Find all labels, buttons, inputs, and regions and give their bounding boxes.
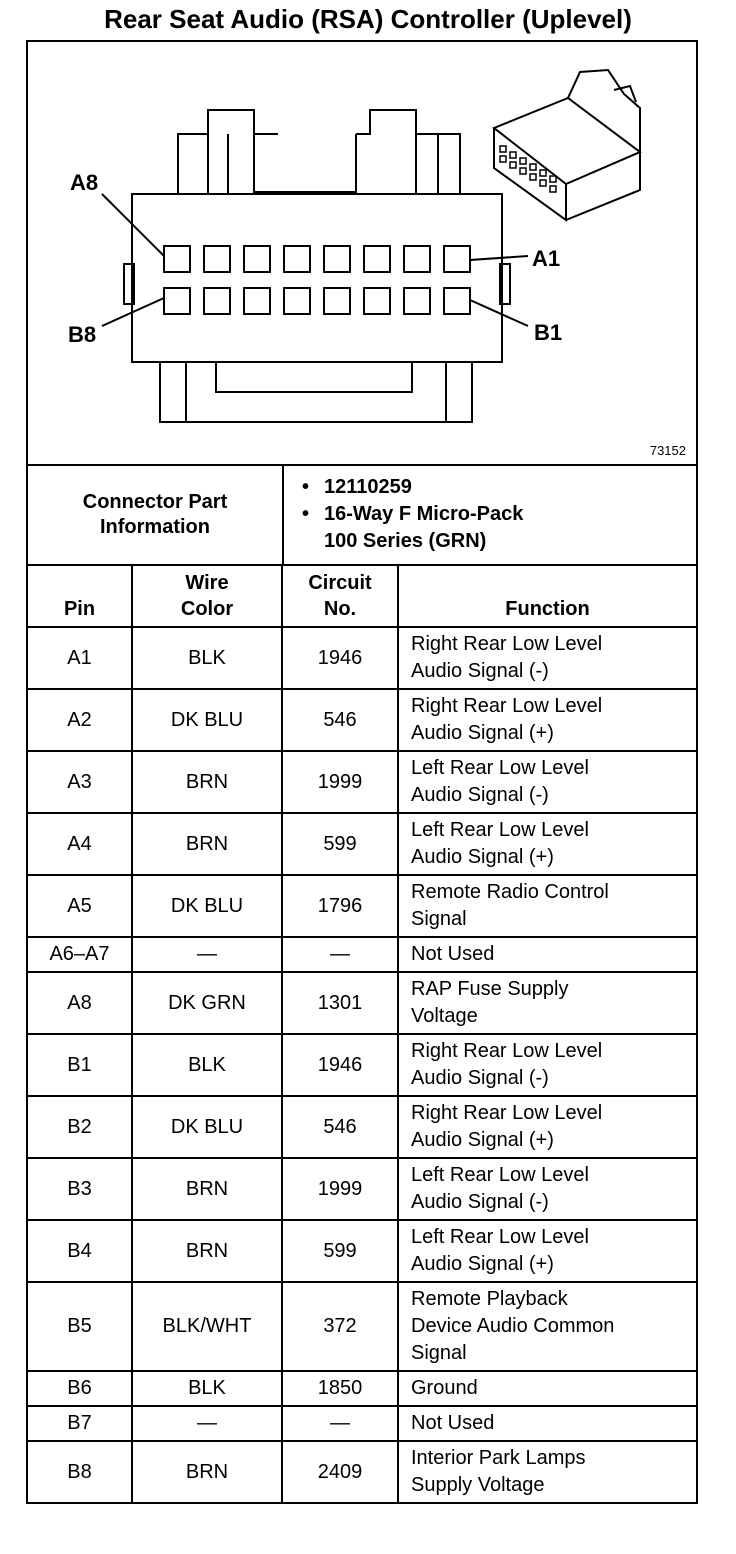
circuit-cell: 599 [282,813,398,875]
function-line: Audio Signal (-) [411,660,549,682]
wire-color-cell: DK BLU [132,1096,282,1158]
table-row [28,1441,696,1502]
function-line: Signal [411,908,467,930]
table-row [28,689,696,751]
connector-part-info [28,466,696,566]
circuit-cell: 1301 [282,972,398,1034]
pin-cell: B7 [28,1406,132,1441]
function-cell [398,972,696,1034]
connector-3d-illustration [494,70,640,220]
table-row [28,1220,696,1282]
circuit-cell: — [282,1406,398,1441]
figure-number: 73152 [649,443,686,458]
table-row [28,1158,696,1220]
header-function: Function [398,566,696,627]
function-cell [398,627,696,689]
function-line: Device Audio Common [411,1315,615,1337]
wire-color-cell: BLK [132,627,282,689]
function-line: Audio Signal (-) [411,1067,549,1089]
circuit-cell: 546 [282,689,398,751]
header-wire-color-1: Wire [185,572,229,594]
header-circuit-2: No. [323,598,357,620]
table-header-row [28,566,696,627]
pin-cell: A3 [28,751,132,813]
connector-drawing [28,42,696,464]
function-cell [398,1096,696,1158]
wire-color-cell: BLK [132,1371,282,1406]
circuit-cell: 599 [282,1220,398,1282]
pin-cell: B1 [28,1034,132,1096]
function-cell [398,875,696,937]
function-line: Left Rear Low Level [411,757,589,779]
label-a8: A8 [70,170,99,195]
header-circuit-1: Circuit [308,572,372,594]
pin-cell: B2 [28,1096,132,1158]
wire-color-cell: DK GRN [132,972,282,1034]
function-cell [398,1371,696,1406]
pin-cell: A6–A7 [28,937,132,972]
table-row [28,875,696,937]
table-row [28,751,696,813]
pinout-table [28,566,696,1502]
connector-table-frame [26,40,698,1504]
function-cell [398,1034,696,1096]
part-number: • 12110259 [324,474,696,501]
connector-body [132,194,502,362]
circuit-cell: 2409 [282,1441,398,1502]
wire-color-cell: DK BLU [132,689,282,751]
table-row [28,1371,696,1406]
pin-cell: B6 [28,1371,132,1406]
table-row [28,1282,696,1371]
pin-cell: A1 [28,627,132,689]
label-b8: B8 [68,322,97,347]
function-cell [398,937,696,972]
function-line: Signal [411,1342,467,1364]
wire-color-cell: BRN [132,1220,282,1282]
pin-cell: B4 [28,1220,132,1282]
table-row [28,1096,696,1158]
circuit-cell: 1999 [282,751,398,813]
circuit-cell: 1999 [282,1158,398,1220]
circuit-cell: 1946 [282,1034,398,1096]
table-row [28,627,696,689]
function-line: Left Rear Low Level [411,1164,589,1186]
wire-color-cell: — [132,937,282,972]
function-line: Audio Signal (-) [411,1191,549,1213]
table-row [28,813,696,875]
function-cell [398,1282,696,1371]
function-line: Right Rear Low Level [411,1102,603,1124]
function-line: Right Rear Low Level [411,1040,603,1062]
function-line: Left Rear Low Level [411,1226,589,1248]
wire-color-cell: BLK [132,1034,282,1096]
connector-info-values [284,466,696,564]
function-cell [398,1406,696,1441]
function-line: Audio Signal (+) [411,846,554,868]
function-line: Audio Signal (+) [411,1253,554,1275]
circuit-cell: — [282,937,398,972]
wire-color-cell: BRN [132,751,282,813]
circuit-cell: 372 [282,1282,398,1371]
function-cell [398,689,696,751]
table-row [28,937,696,972]
label-b1: B1 [534,320,563,345]
function-line: Audio Signal (-) [411,784,549,806]
circuit-cell: 1850 [282,1371,398,1406]
wire-color-cell: BRN [132,1441,282,1502]
function-line: Remote Radio Control [411,881,609,903]
wire-color-cell: BRN [132,1158,282,1220]
circuit-cell: 1946 [282,627,398,689]
function-line: Audio Signal (+) [411,722,554,744]
header-wire-color [132,566,282,627]
function-line: Not Used [411,1412,495,1434]
function-line: Right Rear Low Level [411,633,603,655]
function-cell [398,1158,696,1220]
function-line: Ground [411,1377,478,1399]
connector-info-label [28,466,284,564]
pin-cell: A5 [28,875,132,937]
circuit-cell: 1796 [282,875,398,937]
function-line: Interior Park Lamps [411,1447,586,1469]
info-label-line2: Information [100,516,210,538]
table-row [28,1406,696,1441]
pin-cell: A4 [28,813,132,875]
function-line: Left Rear Low Level [411,819,589,841]
table-row [28,1034,696,1096]
wire-color-cell: DK BLU [132,875,282,937]
function-line: Supply Voltage [411,1474,545,1496]
function-line: Voltage [411,1005,478,1027]
pin-cell: A8 [28,972,132,1034]
wire-color-cell: BLK/WHT [132,1282,282,1371]
pin-cell: B8 [28,1441,132,1502]
function-line: Right Rear Low Level [411,695,603,717]
pin-cell: B5 [28,1282,132,1371]
connector-diagram [28,42,696,466]
connector-description-2: 100 Series (GRN) [324,530,487,552]
function-cell [398,813,696,875]
header-circuit [282,566,398,627]
function-line: Remote Playback [411,1288,568,1310]
header-wire-color-2: Color [180,598,234,620]
function-line: Audio Signal (+) [411,1129,554,1151]
page-title: Rear Seat Audio (RSA) Controller (Uplevel) [104,4,632,34]
right-latch [356,110,460,194]
table-row [28,972,696,1034]
wire-color-cell: — [132,1406,282,1441]
connector-description: • 16-Way F Micro-Pack [324,501,696,528]
function-line: Not Used [411,943,495,965]
circuit-cell: 546 [282,1096,398,1158]
header-pin: Pin [28,566,132,627]
function-cell [398,751,696,813]
pin-cell: A2 [28,689,132,751]
function-cell [398,1220,696,1282]
pin-cell: B3 [28,1158,132,1220]
label-a1: A1 [532,246,561,271]
wire-color-cell: BRN [132,813,282,875]
info-label-line1: Connector Part [82,491,228,513]
function-line: RAP Fuse Supply [411,978,569,1000]
function-cell [398,1441,696,1502]
